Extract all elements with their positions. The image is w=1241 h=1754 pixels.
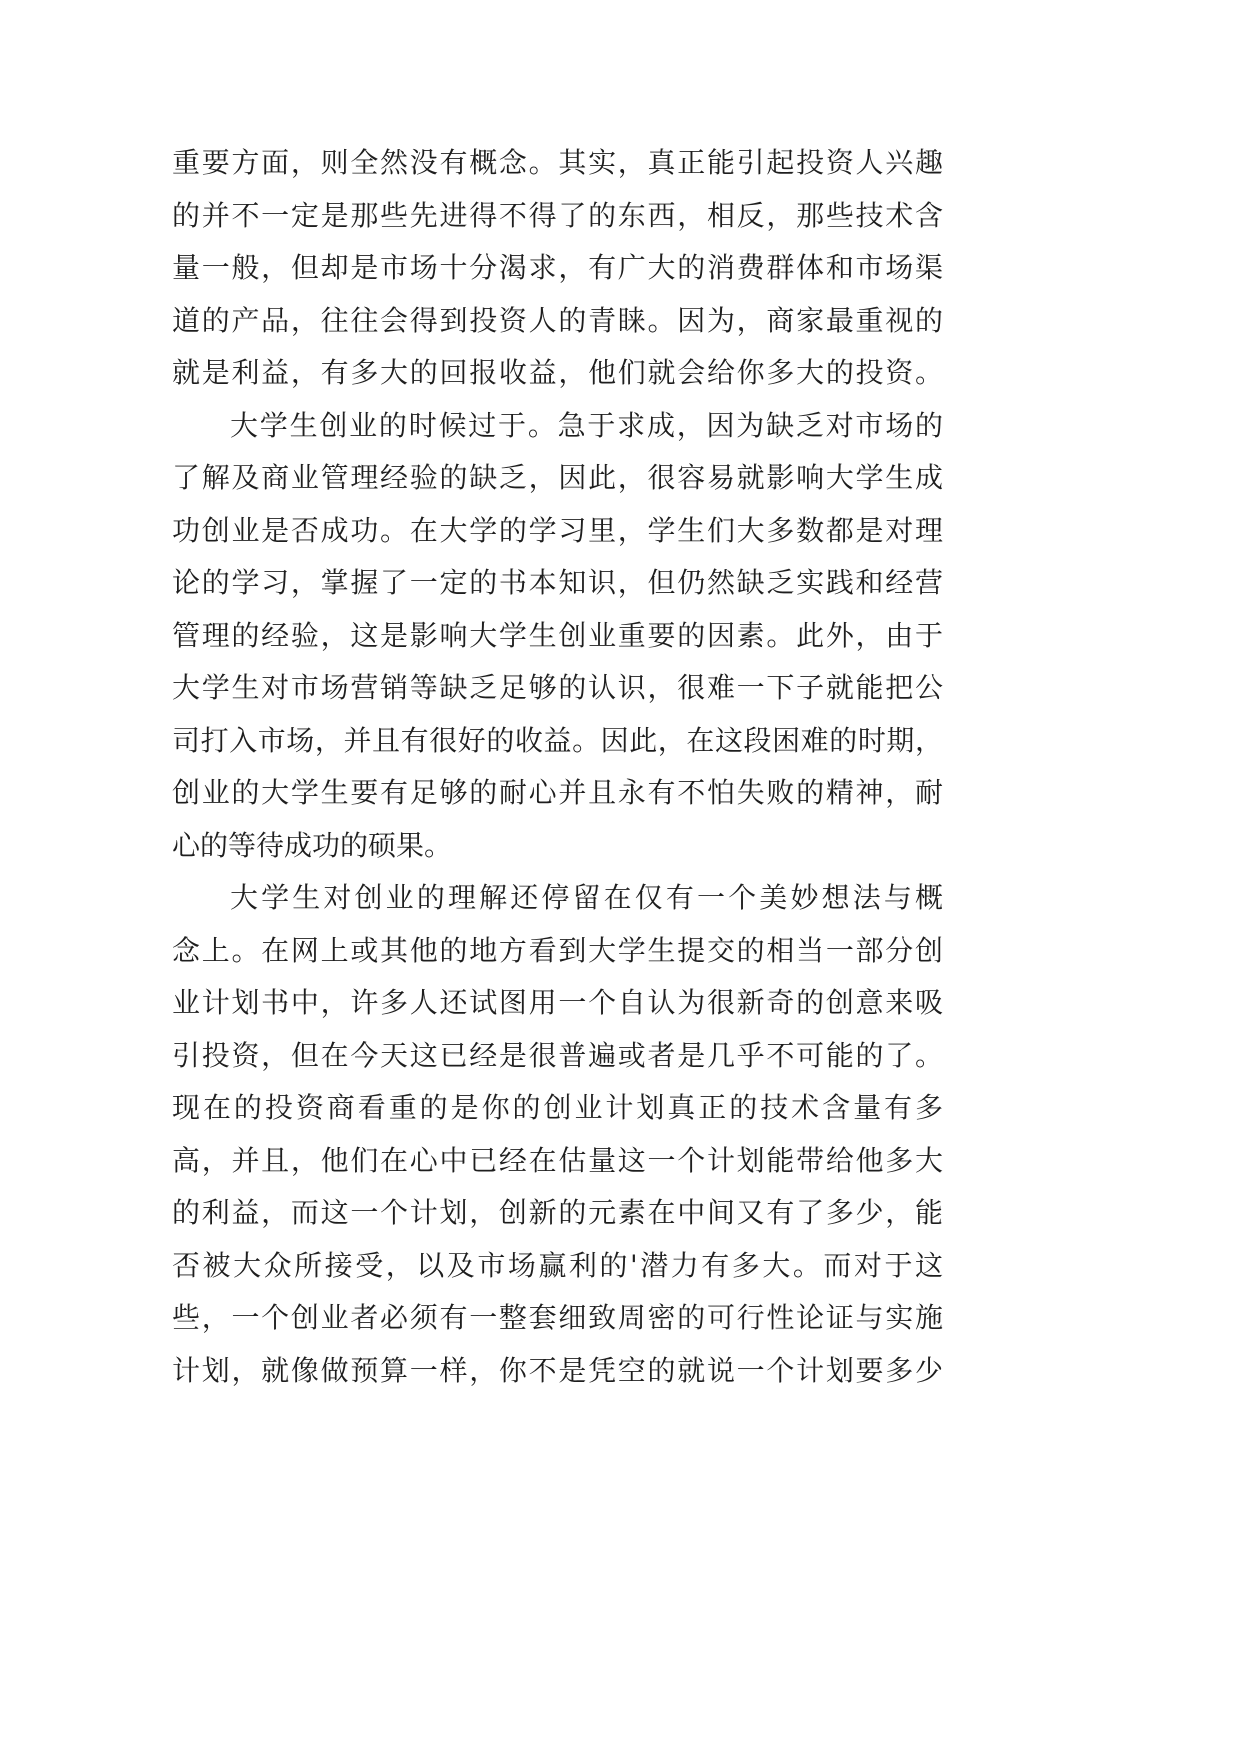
text-line: 些，一个创业者必须有一整套细致周密的可行性论证与实施 [172, 1301, 943, 1334]
text-line: 量一般，但却是市场十分渴求，有广大的消费群体和市场渠 [172, 251, 943, 284]
text-line: 引投资，但在今天这已经是很普遍或者是几乎不可能的了。 [172, 1038, 943, 1072]
text-line: 的利益，而这一个计划，创新的元素在中间又有了多少，能 [172, 1196, 943, 1229]
text-line: 大学生对创业的理解还停留在仅有一个美妙想法与概 [230, 881, 943, 914]
text-line: 业计划书中，许多人还试图用一个自认为很新奇的创意来吸 [172, 986, 943, 1019]
text-line: 道的产品，往往会得到投资人的青睐。因为，商家最重视的 [172, 303, 943, 337]
text-line: 就是利益，有多大的回报收益，他们就会给你多大的投资。 [172, 356, 943, 389]
text-line: 的并不一定是那些先进得不得了的东西，相反，那些技术含 [172, 198, 943, 232]
text-line: 心的等待成功的硕果。 [172, 828, 453, 862]
text-line: 了解及商业管理经验的缺乏，因此，很容易就影响大学生成 [172, 461, 943, 494]
text-line: 大学生对市场营销等缺乏足够的认识，很难一下子就能把公 [172, 671, 943, 704]
paragraph-3 [172, 872, 943, 1397]
text-line: 重要方面，则全然没有概念。其实，真正能引起投资人兴趣 [172, 146, 943, 179]
text-line: 论的学习，掌握了一定的书本知识，但仍然缺乏实践和经营 [172, 566, 943, 599]
paragraph-2 [172, 400, 943, 873]
document-body [172, 137, 943, 1397]
text-line: 管理的经验，这是影响大学生创业重要的因素。此外，由于 [172, 618, 943, 652]
text-line: 司打入市场，并且有很好的收益。因此，在这段困难的时期， [172, 723, 943, 757]
text-line: 现在的投资商看重的是你的创业计划真正的技术含量有多 [172, 1091, 943, 1124]
text-line: 高，并且，他们在心中已经在估量这一个计划能带给他多大 [172, 1143, 943, 1177]
paragraph-1 [172, 137, 943, 400]
text-line: 创业的大学生要有足够的耐心并且永有不怕失败的精神，耐 [172, 776, 943, 809]
text-line: 否被大众所接受，以及市场赢利的'潜力有多大。而对于这 [172, 1248, 943, 1282]
text-line: 计划，就像做预算一样，你不是凭空的就说一个计划要多少 [172, 1353, 943, 1387]
text-line: 念上。在网上或其他的地方看到大学生提交的相当一部分创 [172, 933, 943, 967]
text-line: 功创业是否成功。在大学的学习里，学生们大多数都是对理 [172, 513, 943, 547]
text-line: 大学生创业的时候过于。急于求成，因为缺乏对市场的 [230, 408, 943, 442]
